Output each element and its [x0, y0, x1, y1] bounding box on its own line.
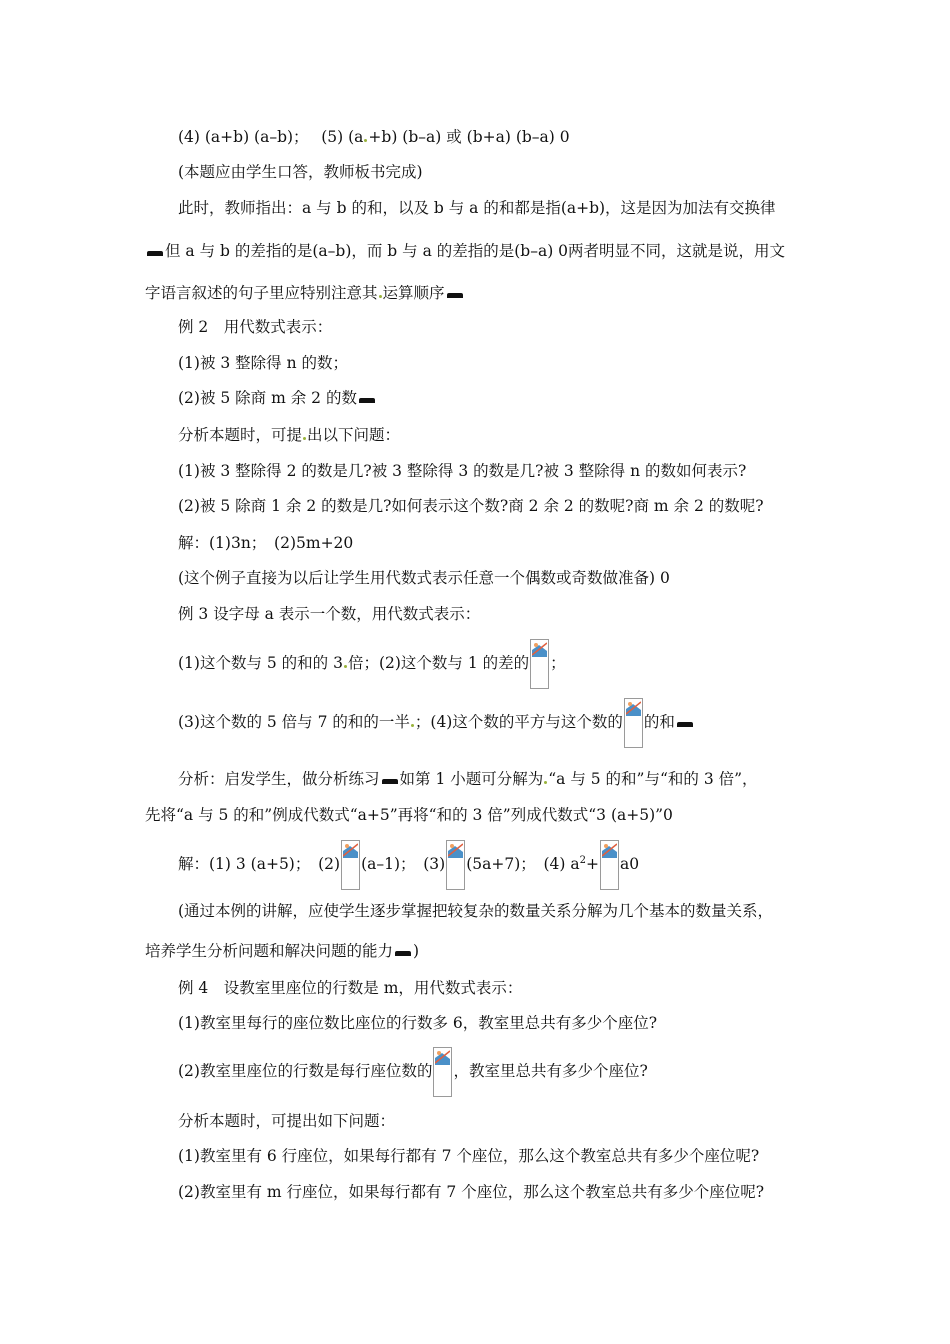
note: (这个例子直接为以后让学生用代数式表示任意一个偶数或奇数做准备) 0 [178, 569, 670, 587]
list-item: (2)教室里有 m 行座位，如果每行都有 7 个座位，那么这个教室总共有多少个座位呢? [178, 1183, 765, 1201]
text-line [178, 1181, 764, 1203]
text-line [178, 495, 764, 517]
list-item: (2)被 5 除商 1 余 2 的数是几?如何表示这个数?商 2 余 2 的数呢?商 m 余 2 的数呢? [178, 497, 764, 515]
text-line [178, 768, 758, 790]
black-mark-icon [359, 398, 375, 403]
list-item: ，教室里总共有多少个座位? [453, 1062, 648, 1080]
paragraph-text: 出以下问题： [307, 426, 401, 444]
expression: +b) (b–a) 或 (b+a) (b–a) 0 [368, 128, 570, 146]
note: 培养学生分析问题和解决问题的能力 [145, 942, 394, 960]
paragraph-text: 分析本题时，可提 [178, 426, 303, 444]
broken-image-icon [341, 840, 360, 890]
expression: (4) (a+b) (a–b)； [178, 128, 301, 146]
paragraph-text: 此时，教师指出：a 与 b 的和，以及 b 与 a 的和都是指(a+b)，这是因为加法有交换律 [178, 199, 776, 217]
paragraph-text: 分析本题时，可提出如下问题： [178, 1112, 396, 1130]
list-item: 倍；(2)这个数与 1 的差的 [347, 654, 530, 672]
text-line [178, 900, 773, 922]
list-item: (1)教室里每行的座位数比座位的行数多 6，教室里总共有多少个座位? [178, 1014, 658, 1032]
punctuation: ； [550, 654, 566, 672]
text-line [178, 424, 400, 446]
text-line [178, 1012, 657, 1034]
marker-dot [411, 724, 414, 727]
text-line [178, 1046, 648, 1097]
text-line [178, 161, 423, 183]
text-line [178, 638, 566, 689]
solution: (a–1)； (3) [361, 855, 446, 874]
text-line [178, 352, 348, 374]
marker-dot [379, 295, 382, 298]
list-item: 的和 [643, 713, 675, 731]
paragraph-text: 先将“a 与 5 的和”例成代数式“a+5”再将“和的 3 倍”列成代数式“3 (a+5)”0 [145, 806, 673, 824]
broken-image-icon [530, 639, 549, 689]
black-mark-icon [447, 293, 463, 298]
list-item: (1)被 3 整除得 n 的数； [178, 354, 349, 372]
broken-image-icon [600, 840, 619, 890]
paragraph-text: 分析：启发学生，做分析练习 [178, 770, 380, 788]
solution: + [586, 855, 600, 874]
solution: a0 [620, 855, 640, 874]
black-mark-icon [395, 951, 411, 956]
text-line [178, 387, 377, 409]
note: (通过本例的讲解，应使学生逐步掌握把较复杂的数量关系分解为几个基本的数量关系， [178, 902, 774, 920]
paragraph-text: 如第 1 小题可分解为 [399, 770, 544, 788]
expression: (5) (a [321, 128, 364, 146]
text-line [178, 697, 695, 748]
solution: 解：(1)3n； (2)5m+20 [178, 534, 354, 552]
note: ) [413, 942, 420, 960]
list-item: (2)教室里座位的行数是每行座位数的 [178, 1062, 433, 1080]
paragraph-text: 但 a 与 b 的差指的是(a–b)，而 b 与 a 的差指的是(b–a) 0两者明显不同，这就是说，用文 [165, 242, 786, 260]
list-item: (3)这个数的 5 倍与 7 的和的一半 [178, 713, 410, 731]
text-line [178, 836, 639, 890]
list-item: (1)这个数与 5 的和的 3 [178, 654, 343, 672]
list-item: ；(4)这个数的平方与这个数的 [414, 713, 623, 731]
paragraph-text: 字语言叙述的句子里应特别注意其 [145, 284, 378, 302]
marker-dot [544, 781, 547, 784]
marker-dot [303, 437, 306, 440]
example-heading: 例 3 设字母 a 表示一个数，用代数式表示： [178, 605, 481, 623]
broken-image-icon [446, 840, 465, 890]
marker-dot [364, 139, 367, 142]
solution: (5a+7)； (4) a [466, 855, 580, 874]
text-line [178, 603, 480, 625]
text-line [178, 197, 776, 219]
list-item: (1)被 3 整除得 2 的数是几?被 3 整除得 3 的数是几?被 3 整除得 n 的数如何表示? [178, 462, 747, 480]
text-line [178, 1110, 395, 1132]
text-line [178, 460, 746, 482]
text-line [145, 240, 785, 262]
broken-image-icon [624, 698, 643, 748]
superscript: 2 [579, 855, 587, 866]
text-line [145, 804, 673, 826]
black-mark-icon [677, 722, 693, 727]
paragraph-text: 运算顺序 [382, 284, 445, 302]
list-item: (2)被 5 除商 m 余 2 的数 [178, 389, 357, 407]
marker-dot [344, 665, 347, 668]
list-item: (1)教室里有 6 行座位，如果每行都有 7 个座位，那么这个教室总共有多少个座位呢? [178, 1147, 760, 1165]
text-line [178, 316, 332, 338]
text-line [178, 1145, 759, 1167]
solution: 解：(1) 3 (a+5)； (2) [178, 855, 341, 874]
black-mark-icon [382, 779, 398, 784]
text-line [178, 567, 670, 589]
text-line [145, 282, 465, 304]
text-line [178, 977, 522, 999]
example-heading: 例 2 用代数式表示： [178, 318, 333, 336]
paragraph-text: “a 与 5 的和”与“和的 3 倍”， [548, 770, 758, 788]
note: (本题应由学生口答，教师板书完成) [178, 163, 423, 181]
text-line [145, 940, 419, 962]
broken-image-icon [433, 1047, 452, 1097]
text-line [178, 532, 353, 554]
text-line [178, 126, 570, 148]
example-heading: 例 4 设教室里座位的行数是 m，用代数式表示： [178, 979, 523, 997]
black-mark-icon [147, 251, 163, 256]
